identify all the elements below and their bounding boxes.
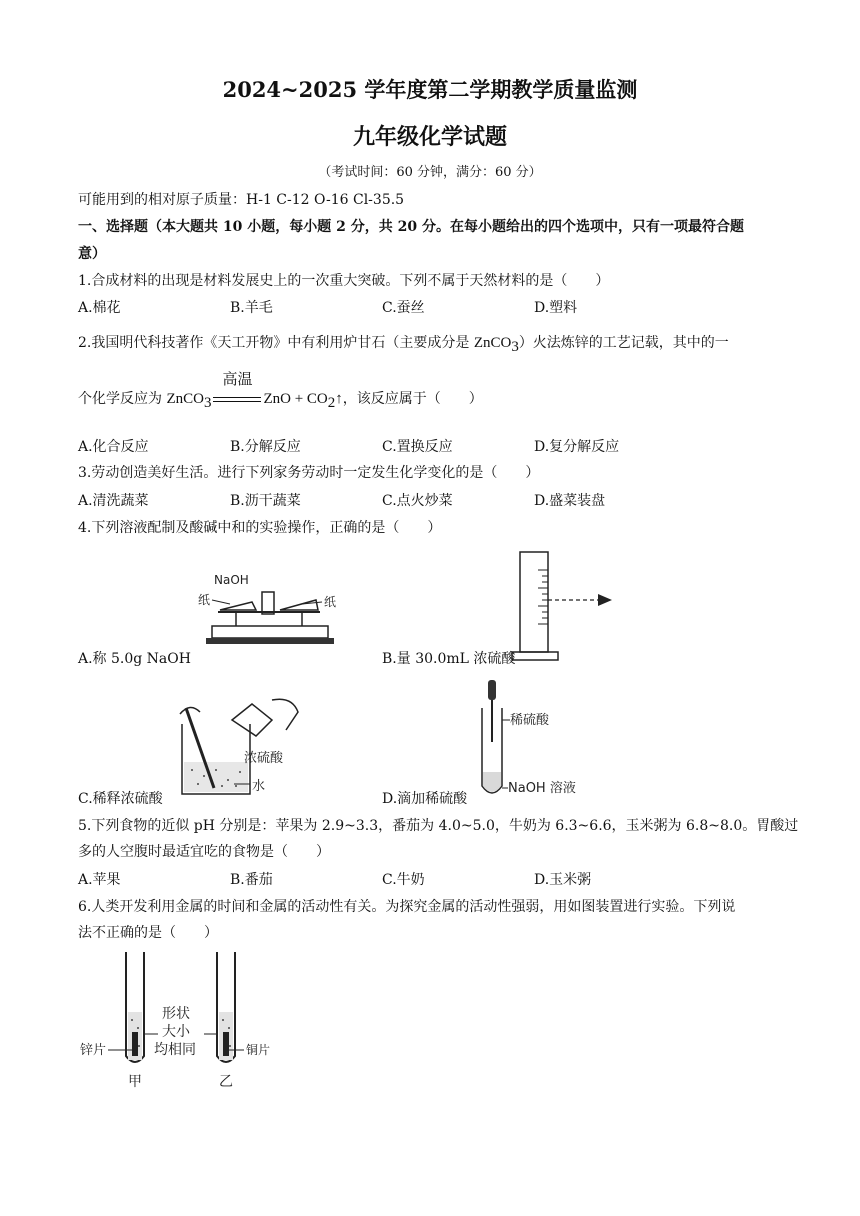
q3-option-c[interactable]: C.点火炒菜 bbox=[382, 493, 453, 509]
fig-a-pointer-post bbox=[262, 592, 274, 614]
fig-b-cylinder-base bbox=[512, 652, 558, 660]
fig-a-left-leader bbox=[212, 600, 230, 604]
q5-option-b[interactable]: B.番茄 bbox=[230, 872, 273, 888]
q4-option-d[interactable]: D.滴加稀硫酸 bbox=[382, 791, 468, 807]
q2-reactant: ZnCO bbox=[166, 391, 204, 407]
fig-d-dropper-bulb bbox=[488, 680, 496, 700]
q5-option-d[interactable]: D.玉米粥 bbox=[534, 872, 592, 888]
fig-d-solution bbox=[483, 772, 501, 792]
fig6-middle-line3: 均相同 bbox=[154, 1042, 196, 1058]
fig-a-left-paper-label: 纸 bbox=[198, 593, 211, 607]
exam-info: （考试时间：60 分钟，满分：60 分） bbox=[318, 165, 542, 180]
balance-figure bbox=[190, 566, 340, 664]
q2-reaction-arrow bbox=[213, 370, 261, 406]
q2-stem-line1 bbox=[78, 332, 729, 356]
q2-option-c[interactable]: C.置换反应 bbox=[382, 439, 453, 455]
atomic-masses: 可能用到的相对原子质量：H-1 C-12 O-16 Cl-35.5 bbox=[78, 192, 405, 208]
fig-c-water bbox=[184, 762, 248, 792]
section-heading-line2: 意） bbox=[78, 246, 106, 262]
fig6-copper-strip bbox=[223, 1032, 229, 1056]
fig-c-water-label: 水 bbox=[252, 779, 266, 794]
q2-arrow-line-bottom bbox=[213, 401, 261, 402]
fig6-right-metal-label: 铜片 bbox=[246, 1043, 271, 1057]
fig6-middle-line1: 形状 bbox=[162, 1006, 190, 1022]
cylinder-figure bbox=[490, 548, 620, 664]
dilution-figure bbox=[176, 690, 321, 800]
fig-b-cylinder-body bbox=[520, 552, 548, 652]
section-heading-line1: 一、选择题（本大题共 10 小题，每小题 2 分，共 20 分。在每小题给出的四个选项中，只有一项最符合题 bbox=[78, 219, 744, 235]
fig-a-right-paper-label: 纸 bbox=[324, 595, 337, 609]
fig-d-base-label: NaOH 溶液 bbox=[508, 781, 576, 796]
q6-stem-line2: 法不正确的是（ ） bbox=[78, 925, 218, 941]
q6-stem-line1: 6.人类开发利用金属的时间和金属的活动性有关。为探究金属的活动性强弱，用如图装置进行实验。下列说 bbox=[78, 899, 736, 915]
fig-d-acid-label: 稀硫酸 bbox=[510, 713, 550, 728]
fig-a-base-box bbox=[212, 626, 328, 638]
q4-stem: 4.下列溶液配制及酸碱中和的实验操作，正确的是（ ） bbox=[78, 520, 442, 536]
fig-c-pouring-beaker bbox=[232, 704, 272, 736]
fig-c-pouring-hand bbox=[272, 699, 298, 730]
q2-stem-pre: 2.我国明代科技著作《天工开物》中有利用炉甘石（主要成分是 bbox=[78, 335, 474, 351]
q2-option-d[interactable]: D.复分解反应 bbox=[534, 439, 620, 455]
fig-c-acid-label: 浓硫酸 bbox=[244, 751, 284, 766]
fig6-tube-left-label: 甲 bbox=[128, 1074, 142, 1090]
q5-option-a[interactable]: A.苹果 bbox=[78, 872, 121, 888]
q4-option-b[interactable]: B.量 30.0mL 浓硫酸 bbox=[382, 651, 516, 667]
q4-option-c[interactable]: C.稀释浓硫酸 bbox=[78, 791, 163, 807]
exam-title: 2024~2025 学年度第二学期教学质量监测 bbox=[222, 77, 638, 102]
q4-option-a[interactable]: A.称 5.0g NaOH bbox=[78, 651, 191, 667]
q2-arrow-line-top bbox=[213, 397, 261, 398]
fig-b-eye-icon bbox=[598, 594, 612, 606]
q2-gas-arrow: ↑ bbox=[335, 391, 343, 407]
q1-option-b[interactable]: B.羊毛 bbox=[230, 300, 273, 316]
dropper-figure bbox=[478, 678, 608, 802]
fig-a-base-plate bbox=[206, 638, 334, 644]
q3-stem: 3.劳动创造美好生活。进行下列家务劳动时一定发生化学变化的是（ ） bbox=[78, 465, 540, 481]
q2-line2-pre: 个化学反应为 bbox=[78, 391, 167, 407]
fig6-tube-right-label: 乙 bbox=[219, 1074, 233, 1090]
fig-b-graduations bbox=[538, 570, 548, 624]
q2-formula: ZnCO bbox=[473, 335, 512, 351]
q2-reactant-sub: 3 bbox=[203, 394, 212, 411]
q5-option-c[interactable]: C.牛奶 bbox=[382, 872, 425, 888]
q3-option-d[interactable]: D.盛菜装盘 bbox=[534, 493, 606, 509]
q2-stem-line2 bbox=[78, 370, 483, 412]
q3-option-b[interactable]: B.沥干蔬菜 bbox=[230, 493, 301, 509]
q5-stem-line2: 多的人空腹时最适宜吃的食物是（ ） bbox=[78, 844, 330, 860]
q1-option-a[interactable]: A.棉花 bbox=[78, 300, 121, 316]
fig-a-right-pan bbox=[280, 600, 318, 610]
fig6-middle-line2: 大小 bbox=[162, 1024, 190, 1040]
exam-subtitle: 九年级化学试题 bbox=[352, 124, 507, 150]
fig6-zinc-strip bbox=[132, 1032, 138, 1056]
q2-products: ZnO + CO bbox=[263, 391, 328, 407]
q2-stem-post: ）火法炼锌的工艺记载，其中的一 bbox=[518, 335, 729, 351]
q2-option-b[interactable]: B.分解反应 bbox=[230, 439, 301, 455]
q1-option-d[interactable]: D.塑料 bbox=[534, 300, 578, 316]
q2-formula-sub: 3 bbox=[511, 338, 519, 355]
metal-activity-figure bbox=[78, 950, 288, 1098]
q5-stem-line1: 5.下列食物的近似 pH 分别是：苹果为 2.9~3.3，番茄为 4.0~5.0，牛奶为 6.3~6.6，玉米粥为 6.8~8.0。胃酸过 bbox=[78, 818, 799, 834]
q2-products-sub: 2 bbox=[327, 394, 336, 411]
fig6-left-metal-label: 锌片 bbox=[80, 1043, 107, 1058]
q2-reaction-condition: 高温 bbox=[222, 370, 253, 388]
q1-stem: 1.合成材料的出现是材料发展史上的一次重大突破。下列不属于天然材料的是（ ） bbox=[78, 273, 610, 289]
fig-c-hand bbox=[180, 707, 200, 714]
q2-line2-post: ，该反应属于（ ） bbox=[342, 391, 483, 407]
q1-option-c[interactable]: C.蚕丝 bbox=[382, 300, 425, 316]
q3-option-a[interactable]: A.清洗蔬菜 bbox=[78, 493, 149, 509]
q2-option-a[interactable]: A.化合反应 bbox=[78, 439, 149, 455]
fig-a-chem-label: NaOH bbox=[214, 573, 249, 587]
